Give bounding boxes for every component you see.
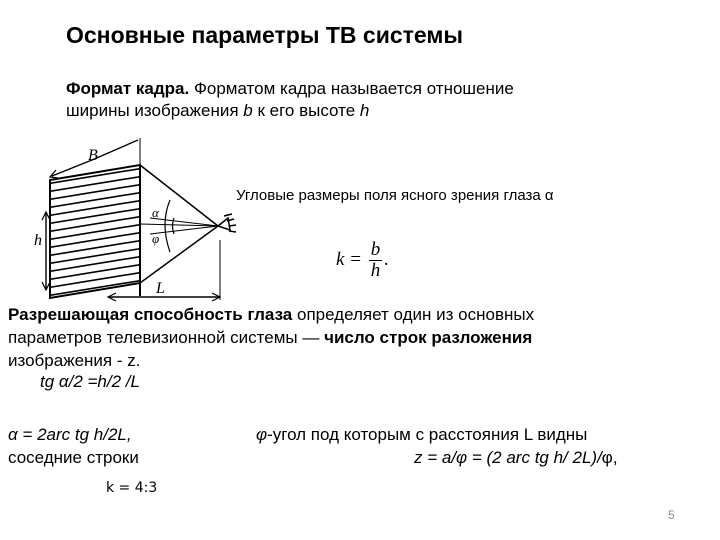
- formula-fraction: [369, 240, 383, 281]
- b-symbol: b: [243, 101, 253, 120]
- format-formula: [336, 240, 389, 281]
- resolution-paragraph: [8, 303, 534, 372]
- phi-symbol: φ: [256, 425, 268, 444]
- page-number: 5: [668, 508, 675, 522]
- label-h: h: [34, 232, 42, 249]
- rows-text: соседние строки: [8, 448, 139, 467]
- formula-end: .: [384, 248, 390, 270]
- resolution-text-2: параметров телевизионной системы —: [8, 328, 325, 347]
- frame-format-text-2a: ширины изображения: [66, 101, 244, 120]
- phi-text: -угол под которым с расстояния L видны: [267, 425, 588, 444]
- formula-denominator: h: [370, 260, 381, 281]
- z-formula-main: z = a/φ = (2 arc tg h/ 2L)/: [414, 448, 602, 467]
- alpha-arc: [165, 200, 170, 252]
- frame-format-text-2b: к его высоте: [252, 101, 360, 120]
- label-alpha: α: [152, 205, 159, 220]
- label-B: B: [88, 147, 98, 164]
- h-symbol: h: [359, 101, 370, 120]
- slide-title: Основные параметры ТВ системы: [66, 22, 464, 48]
- frame-format-text-1: Форматом кадра называется отношение: [189, 79, 514, 98]
- label-phi: φ: [152, 231, 160, 246]
- z-formula: [414, 448, 618, 468]
- resolution-text-3: изображения - z.: [8, 351, 141, 370]
- phi-description: [256, 425, 587, 445]
- z-formula-end: φ,: [601, 448, 618, 467]
- phi-arc: [173, 218, 175, 234]
- alpha-formula: α = 2arc tg h/2L,: [8, 425, 132, 444]
- resolution-term: Разрешающая способность глаза: [8, 305, 293, 324]
- formula-numerator: b: [370, 239, 381, 260]
- k-ratio: k = 4:3: [106, 480, 158, 496]
- label-L: L: [156, 280, 165, 297]
- rows-term: число строк разложения: [324, 328, 533, 347]
- formula-lhs: k =: [336, 248, 367, 270]
- dim-B: [92, 140, 138, 160]
- resolution-text-1: определяет один из основных: [292, 305, 535, 324]
- angular-size-caption: Угловые размеры поля ясного зрения глаза α: [236, 187, 554, 204]
- frame-format-term: Формат кадра.: [66, 79, 190, 98]
- tg-formula: tg α/2 =h/2 /L: [40, 372, 140, 391]
- eye-symbol: [218, 214, 236, 232]
